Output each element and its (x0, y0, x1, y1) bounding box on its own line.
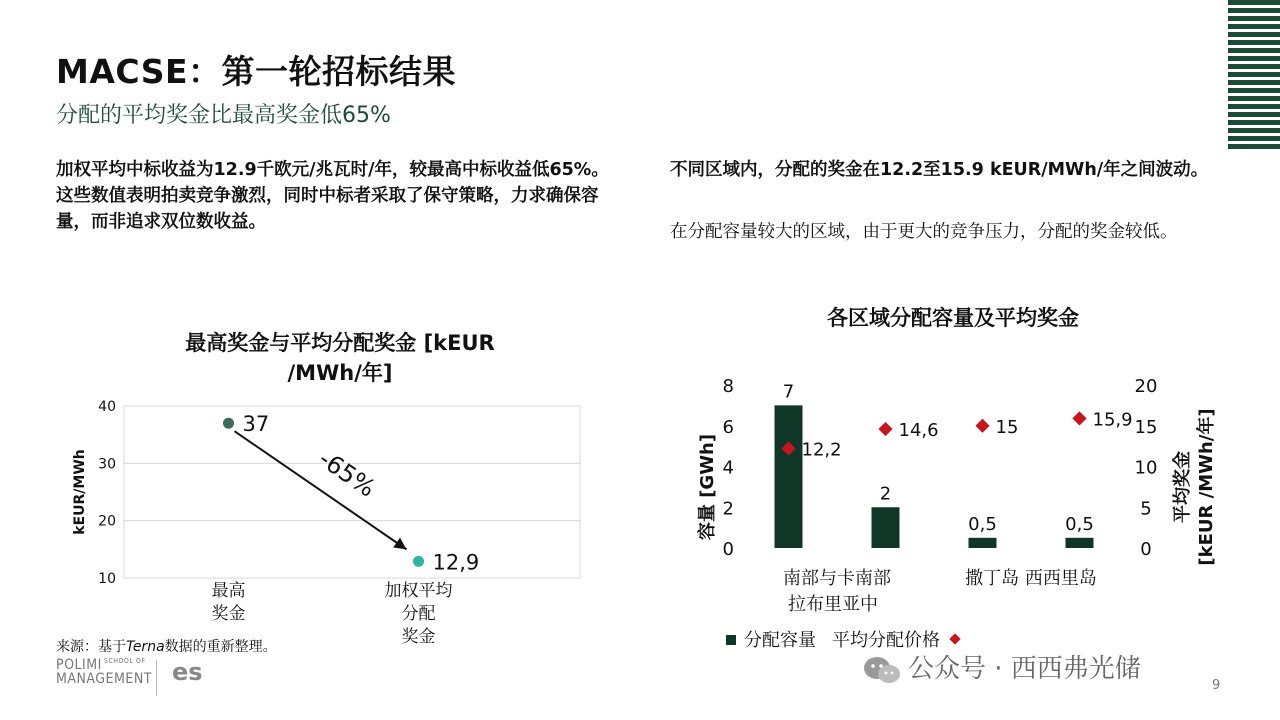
right-summary-normal: 在分配容量较大的区域，由于更大的竞争压力，分配的奖金较低。 (670, 222, 1178, 242)
watermark (862, 648, 1141, 685)
price-label: 14,6 (898, 420, 939, 442)
stripe (1228, 24, 1280, 29)
y-axis-label: kEUR/MWh (72, 449, 88, 535)
source-note (56, 636, 277, 656)
legend-swatch-price (949, 633, 960, 644)
data-point (413, 556, 424, 567)
category-label: 奖金 (401, 627, 436, 647)
data-label: 37 (242, 412, 270, 437)
bar-value-label: 2 (879, 483, 892, 505)
bar (1066, 538, 1094, 548)
bar-value-label: 0,5 (1065, 513, 1094, 535)
y-left-tick-label: 8 (722, 376, 734, 397)
y-axis-right-label-line1: 平均奖金 (1172, 451, 1193, 523)
y-left-tick-label: 2 (722, 498, 734, 520)
y-tick-label: 20 (98, 513, 116, 530)
y-left-tick-label: 4 (722, 457, 734, 479)
polimi-logo-line2: MANAGEMENT (56, 671, 152, 687)
logo-divider (156, 660, 157, 696)
stripe (1228, 72, 1280, 77)
y-tick-label: 10 (98, 571, 116, 587)
source-suffix: 数据的重新整理。 (164, 639, 277, 655)
price-label: 15 (995, 416, 1019, 438)
stripe (1228, 16, 1280, 21)
chart-title: 各区域分配容量及平均奖金 (827, 306, 1079, 330)
stripe (1228, 48, 1280, 53)
price-marker (975, 419, 989, 433)
decorative-stripes (1228, 0, 1280, 152)
price-marker (1072, 411, 1086, 425)
polimi-logo-small: SCHOOL OF (103, 657, 146, 665)
y-left-tick-label: 0 (722, 539, 734, 560)
legend-label-capacity: 分配容量 (744, 630, 816, 651)
stripe (1228, 96, 1280, 101)
bar-value-label: 7 (782, 381, 795, 403)
data-label: 12,9 (432, 550, 480, 575)
left-summary-text: 加权平均中标收益为12.9千欧元/兆瓦时/年，较最高中标收益低65%。 这些数值表明拍卖竞争激烈，同时中标者采取了保守策略，力求确保容量，而非追求双位数收益。 (56, 160, 609, 232)
stripe (1228, 104, 1280, 109)
category-label: 最高 (211, 581, 246, 601)
category-label: 拉布里亚中 (788, 594, 878, 615)
price-marker (878, 422, 892, 436)
trend-arrow-head (393, 538, 406, 550)
stripe (1228, 136, 1280, 141)
stripe (1228, 112, 1280, 117)
legend-label-price: 平均分配价格 (832, 630, 940, 651)
stripe (1228, 0, 1280, 5)
page-number: 9 (1212, 678, 1221, 693)
y-axis-right-label-line2: [kEUR /MWh/年] (1196, 408, 1217, 566)
source-prefix: 来源：基于 (56, 639, 126, 655)
bar (969, 538, 997, 548)
watermark-text: 公众号 · 西西弗光储 (908, 654, 1141, 684)
stripe (1228, 56, 1280, 61)
category-label: 奖金 (211, 604, 246, 624)
legend-swatch-capacity (726, 635, 736, 645)
chart-title-line1: 最高奖金与平均分配奖金 [kEUR (185, 331, 495, 355)
y-right-tick-label: 5 (1140, 498, 1152, 520)
capacity-and-premium-by-region-chart (670, 296, 1230, 662)
stripe (1228, 120, 1280, 125)
slide-subtitle: 分配的平均奖金比最高奖金低65% (56, 103, 391, 128)
polimi-logo (56, 658, 152, 686)
category-label: 南部与卡南部 (783, 568, 891, 589)
stripe (1228, 40, 1280, 45)
bar (872, 507, 900, 548)
bar-value-label: 0,5 (968, 513, 997, 535)
bar (775, 405, 803, 548)
stripe (1228, 128, 1280, 133)
stripe (1228, 144, 1280, 149)
right-summary-bold: 不同区域内，分配的奖金在12.2至15.9 kEUR/MWh/年之间波动。 (670, 160, 1209, 180)
y-left-tick-label: 6 (722, 416, 734, 438)
max-vs-average-premium-chart (40, 320, 600, 650)
stripe (1228, 64, 1280, 69)
y-tick-label: 30 (98, 456, 116, 473)
data-point (223, 418, 234, 429)
wechat-icon (862, 655, 902, 685)
polimi-logo-line1: POLIMI (56, 657, 102, 673)
category-label: 加权平均 (384, 581, 453, 601)
change-annotation: -65% (313, 444, 381, 503)
stripe (1228, 88, 1280, 93)
category-label: 分配 (401, 604, 436, 624)
stripe (1228, 80, 1280, 85)
y-right-tick-label: 20 (1134, 376, 1158, 397)
es-logo-text: es (172, 658, 203, 686)
es-logo (172, 658, 203, 686)
y-right-tick-label: 0 (1140, 539, 1152, 560)
source-name: Terna (126, 639, 165, 655)
chart-title-line2: /MWh/年] (287, 361, 393, 385)
price-label: 12,2 (801, 439, 842, 461)
slide-title: MACSE：第一轮招标结果 (56, 52, 457, 91)
y-axis-left-label: 容量 [GWh] (697, 433, 718, 541)
category-label: 撒丁岛 西西里岛 (965, 568, 1097, 589)
stripe (1228, 32, 1280, 37)
y-right-tick-label: 10 (1134, 457, 1158, 479)
price-label: 15,9 (1092, 409, 1133, 431)
y-tick-label: 40 (98, 399, 116, 415)
trend-arrow-line (235, 431, 407, 549)
y-right-tick-label: 15 (1134, 416, 1158, 438)
stripe (1228, 8, 1280, 13)
